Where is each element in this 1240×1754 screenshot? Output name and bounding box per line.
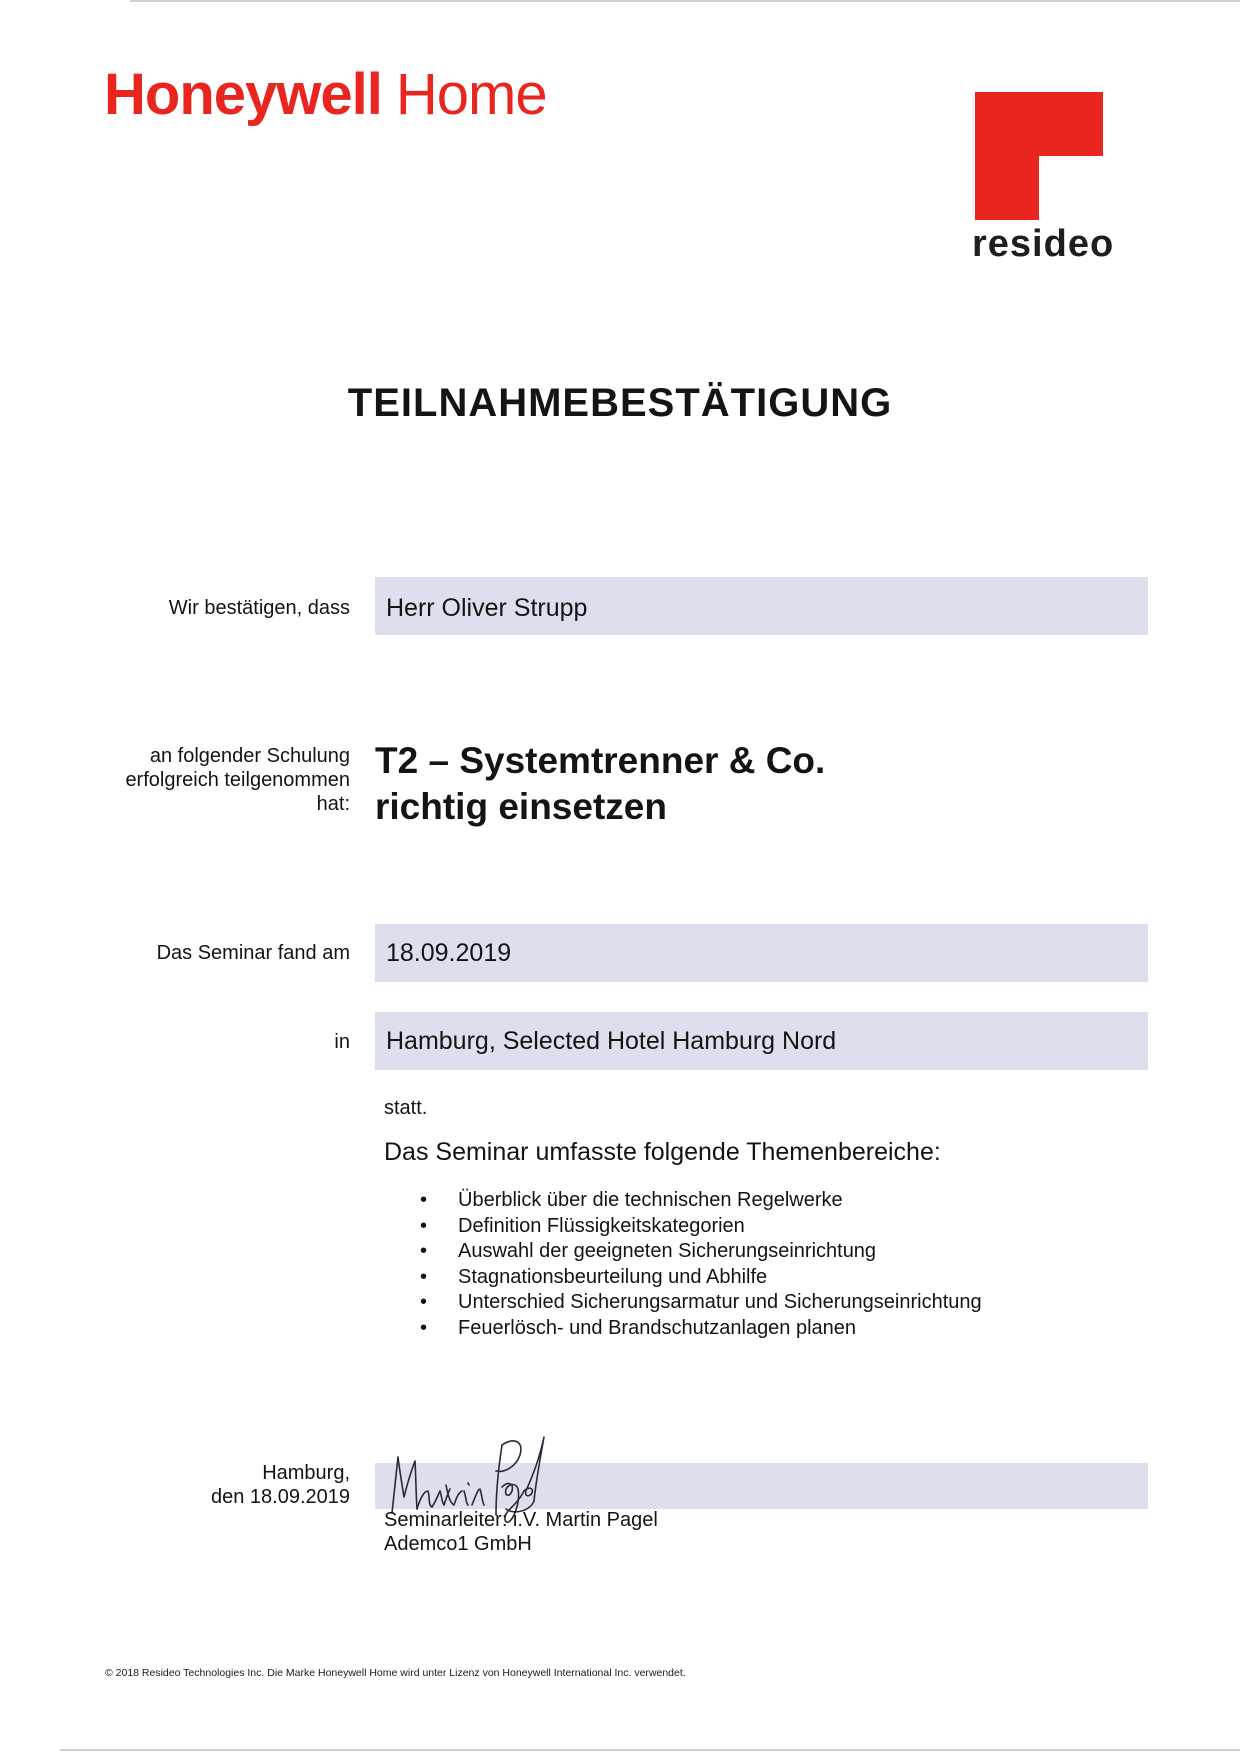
topic-item: • Feuerlösch- und Brandschutzanlagen planen [420, 1316, 982, 1342]
statt-text: statt. [384, 1097, 428, 1119]
resideo-logo-mark-icon [975, 92, 1103, 220]
copyright-footer: © 2018 Resideo Technologies Inc. Die Marke Honeywell Home wird unter Lizenz von Honeywell International Inc. verwendet. [105, 1667, 686, 1679]
course-title-line: richtig einsetzen [375, 786, 667, 827]
seminar-date: 18.09.2019 [386, 939, 512, 967]
topic-item: • Stagnationsbeurteilung und Abhilfe [420, 1265, 982, 1291]
confirm-label: Wir bestätigen, dass [168, 597, 350, 619]
company-name: Ademco1 GmbH [384, 1533, 532, 1555]
seminar-location: Hamburg, Selected Hotel Hamburg Nord [386, 1027, 837, 1055]
topic-item: • Auswahl der geeigneten Sicherungseinrichtung [420, 1239, 982, 1265]
participant-name: Herr Oliver Strupp [386, 594, 588, 622]
course-label-line: an folgender Schulung [149, 745, 350, 767]
scan-bottom-edge [60, 1749, 1240, 1751]
signoff-place: Hamburg, [262, 1462, 350, 1484]
course-label-line: erfolgreich teilgenommen [125, 769, 350, 791]
place-date [211, 1461, 350, 1509]
logo-brand-bold: Honeywell [104, 62, 382, 127]
course-title [375, 738, 825, 830]
topic-item: • Unterschied Sicherungsarmatur und Sicherungseinrichtung [420, 1290, 982, 1316]
topic-item: • Definition Flüssigkeitskategorien [420, 1214, 982, 1240]
course-title-line: T2 – Systemtrenner & Co. [375, 740, 826, 781]
document-title: TEILNAHMEBESTÄTIGUNG [347, 381, 893, 425]
topic-item: • Überblick über die technischen Regelwerke [420, 1188, 982, 1214]
course-label [125, 744, 350, 816]
topics-list [420, 1188, 982, 1341]
logo-brand-light: Home [395, 62, 547, 127]
location-label: in [334, 1031, 350, 1053]
scan-top-edge [130, 0, 1240, 2]
signoff-date: den 18.09.2019 [210, 1486, 350, 1508]
course-label-line: hat: [316, 793, 350, 815]
date-label: Das Seminar fand am [156, 942, 350, 964]
seminar-leader: Seminarleiter: i.V. Martin Pagel [384, 1509, 658, 1531]
resideo-logo-text: resideo [972, 223, 1115, 265]
honeywell-home-logo [104, 62, 547, 127]
topics-heading: Das Seminar umfasste folgende Themenbereiche: [384, 1138, 941, 1166]
